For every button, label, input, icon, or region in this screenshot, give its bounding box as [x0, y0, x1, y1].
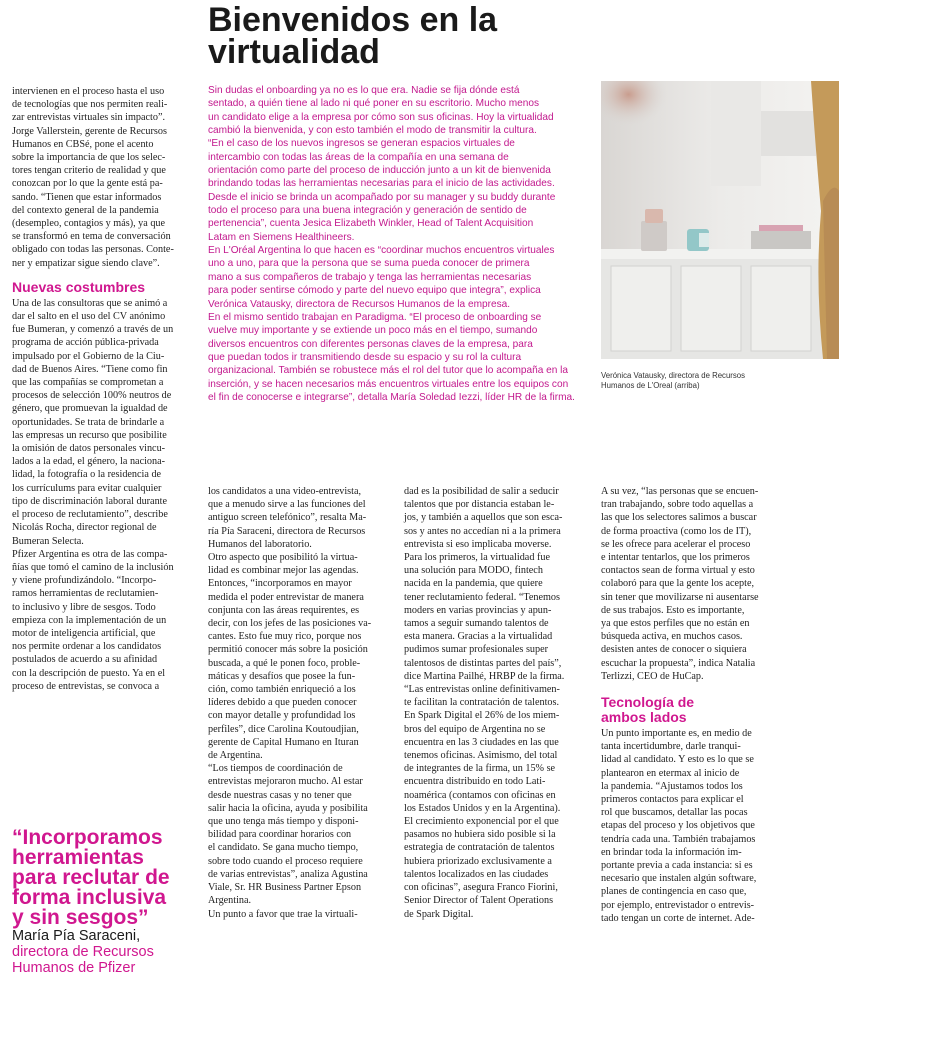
intro-text: Sin dudas el onboarding ya no es lo que era. Nadie se fija dónde está sentado, a quién tiene al lado ni qué poner en su escritorio. Mucho menos un candidato elige a la empresa por cómo son sus oficinas. Hoy la virtualidad cambió la bienvenida, y con esto también el modo de transmitir la cultura. “En el caso de los nuevos ingresos se generan espacios virtuales de intercambio con todas las áreas de la compañía en una semana de orientación como parte del proceso de inducción junto a un kit de bienvenida brindando todas las herramientas necesarias para el inicio de las actividades. Desde el inicio se brinda un acompañado por su manager y su buddy durante todo el proceso para una buena integración y generación de sentido de pertenencia”, cuenta Jesica Elizabeth Winkler, Head of Talent Acquisition Latam en Siemens Healthineers. En L'Oréal Argentina lo que hacen es “coordinar muchos encuentros virtuales uno a uno, para que la persona que se suma pueda conocer de primera mano a sus compañeros de trabajo y tenga las herramientas necesarias para poder sentirse cómodo y parte del nuevo equipo que integra”, explica Verónica Vatausky, directora de Recursos Humanos de la empresa. En el mismo sentido trabajan en Paradigma. “El proceso de onboarding se vuelve muy importante y se extiende un poco más en el tiempo, sumando diversos encuentros con diferentes personas claves de la empresa, para que puedan todos ir transmitiendo desde su espacio y su rol la cultura organizacional. También se robustece más el rol del tutor que lo acompaña en la inserción, y se hacen necesarios más encuentros virtuales entre los equipos con el fin de conocerse e integrarse”, detalla María Soledad Iezzi, líder HR de la firma.: [208, 85, 575, 403]
subhead-tecnologia: Tecnología de ambos lados: [601, 694, 695, 726]
pull-quote-author: María Pía Saraceni,: [12, 928, 141, 944]
column-4-top-text: A su vez, “las personas que se encuen- tran trabajando, sobre todo aquellas a las que los selectores salimos a buscar de forma proactiva (como los de IT), se les ofrece para acelerar el proceso e intentar tentarlos, que los primeros contactos sean de forma virtual y esto colaboró para que la gente los acepte, sin tener que movilizarse ni ausentarse de sus trabajos. Esto es importante, ya que estos perfiles que no están en búsqueda activa, en muchos casos. desisten antes de conocer o siquiera escuchar la propuesta”, indica Natalia Terlizzi, CEO de HuCap.: [601, 486, 759, 682]
column-1-top-text: intervienen en el proceso hasta el uso de tecnologías que nos permiten reali- zar entrevistas virtuales sin impacto”. Jorge Vallerstein, gerente de Recursos Humanos en CBSé, pone el acento sobre la importancia de que los selec- tores tengan criterio de realidad y que conozcan por lo que la gente está pa- sando. “Tienen que estar informados del contexto general de la pandemia (desempleo, contagios y más), ya que se transformó en tema de conversación obligado con todas las personas. Conte- ner y empatizar sigue siendo clave”.: [12, 86, 174, 269]
article-title: Bienvenidos en la virtualidad: [208, 1, 498, 71]
office-photo: [601, 81, 839, 359]
pull-quote-text: “Incorporamos herramientas para reclutar de forma inclusiva y sin sesgos”: [12, 826, 170, 929]
column-4: [601, 485, 789, 925]
column-3-text: dad es la posibilidad de salir a seducir talentos que por distancia estaban le- jos, y también a aquellos que son esca- sos y antes no accedían ni a la primera entrevista si eso implicaba moverse. Para los primeros, la virtualidad fue una solución para MODO, fintech nacida en la pandemia, que quiere tener reclutamiento federal. “Tenemos moders en varias provincias y apun- tamos a seguir sumando talentos de esta manera. Gracias a la virtualidad pudimos sumar profesionales super talentosos de distintas partes del país”, dice Martina Pailhé, HRBP de la firma. “Las entrevistas online definitivamen- te facilitan la contratación de talentos. En Spark Digital el 26% de los miem- bros del equipo de Argentina no se encuentra en las 3 ciudades en las que tenemos oficinas. Asimismo, del total de integrantes de la firma, un 15% se encuentra distribuido en todo Lati- noamérica (contamos con oficinas en los Estados Unidos y en la Argentina). El crecimiento exponencial por el que pasamos no hubiera sido posible si la estrategia de contratación de talentos hubiera priorizado exclusivamente a talentos localizados en las ciudades con oficinas”, asegura Franco Fiorini, Senior Director of Talent Operations de Spark Digital.: [404, 486, 565, 920]
column-1: [12, 85, 200, 693]
column-4-bottom-text: Un punto importante es, en medio de tanta incertidumbre, darle tranqui- lidad al candidato. Y esto es lo que se plantearon en etermax al inicio de la pandemia. “Ajustamos todos los primeros contactos para explicar el rol que buscamos, detallar las pocas etapas del proceso y los objetivos que tendría cada una. También trabajamos en brindar toda la información im- portante previa a cada instancia: si es necesario que instalen algún software, planes de contingencia en caso que, por ejemplo, entrevistador o entrevis- tado tengan un corte de internet. Ade-: [601, 728, 757, 924]
photo-caption: Verónica Vatausky, directora de Recursos Humanos de L'Oreal (arriba): [601, 371, 746, 390]
pull-quote-role: directora de Recursos Humanos de Pfizer: [12, 944, 154, 976]
column-3: [404, 485, 592, 921]
column-2: [208, 485, 396, 921]
column-2-text: los candidatos a una video-entrevista, que a menudo sirve a las funciones del antiguo screen telefónico”, resalta Ma- ría Pía Saraceni, directora de Recursos Humanos del laboratorio. Otro aspecto que posibilitó la virtua- lidad es combinar mejor las agendas. Entonces, “incorporamos en mayor medida el poder entrevistar de manera conjunta con las áreas requirentes, es decir, con los jefes de las posiciones va- cantes. Esto fue muy rico, porque nos permitió conocer más sobre la posición buscada, a qué le ponen foco, proble- máticas y desafíos que posee la fun- ción, como también enriqueció a los líderes debido a que pueden conocer con mayor detalle y profundidad los perfiles”, dice Carolina Koutoudjian, gerente de Capital Humano en Ituran de Argentina. “Los tiempos de coordinación de entrevistas mejoraron mucho. Al estar desde nuestras casas y no tener que salir hacia la oficina, ayuda y posibilita que uno tenga más tiempo y disponi- bilidad para coordinar horarios con el candidato. Se gana mucho tiempo, sobre todo cuando el proceso requiere de varias entrevistas”, analiza Agustina Viale, Sr. HR Business Partner Epson Argentina. Un punto a favor que trae la virtuali-: [208, 486, 372, 920]
subhead-nuevas-costumbres: Nuevas costumbres: [12, 278, 146, 295]
pull-quote: [12, 828, 197, 976]
column-1-bottom-text: Una de las consultoras que se animó a dar el salto en el uso del CV anónimo fue Bumeran, y comenzó a través de un programa de acción pública-privada impulsado por el Gobierno de la Ciu- dad de Buenos Aires. “Tiene como fin que las compañías se comprometan a procesos de selección 100% neutros de género, que promuevan la igualdad de oportunidades. Se trata de brindarle a las empresas un recurso que posibilite la omisión de datos personales vincu- lados a la edad, el género, la naciona- lidad, la fotografía o la residencia de los currículums para evitar cualquier tipo de discriminación laboral durante el proceso de reclutamiento”, describe Nicolás Rocha, director regional de Bumeran Selecta. Pfizer Argentina es otra de las compa- ñías que tomó el camino de la inclusión y viene profundizándolo. “Incorpo- ramos herramientas de reclutamien- to inclusivo y libre de sesgos. Todo empieza con la implementación de un motor de inteligencia artificial, que nos permite ordenar a los candidatos postulados de acuerdo a su afinidad con la descripción de puesto. Ya en el proceso de entrevistas, se convoca a: [12, 297, 174, 692]
